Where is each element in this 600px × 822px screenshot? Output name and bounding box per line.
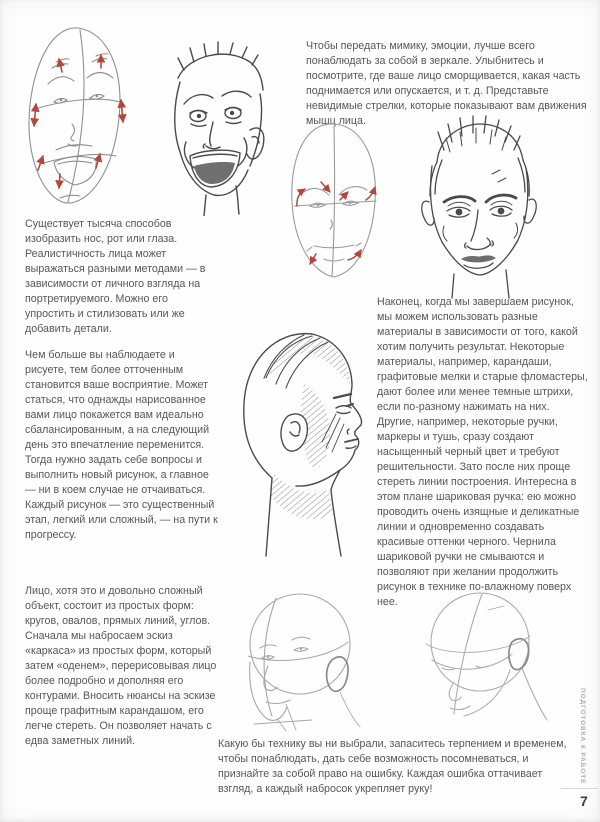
paragraph-finally-materials: Наконец, когда мы завершаем рисунок, мы можем использовать разные материалы в зависимости от того, какой хотим получить результат. Некоторые материалы, например, карандаши, графитовые мелки и старые фломастеры, дают более или менее темные штрихи, если по-разному нажимать на них. Другие, например, некоторые ручки, маркеры и тушь, сразу создают насыщенный черный цвет и требуют решительности. Зато после них проще стереть линии построения. Интересна в этом плане шариковая ручка: ею можно проводить очень изящные и деликатные линии и одновременно создавать красивые оттенки черного. Чернила шариковой ручки не смываются и позволяют при желании продолжить рисунок в технике по-влажному поверх нее. xyxy=(377,296,588,608)
three-quarter-head-sketch-illustration xyxy=(220,586,370,732)
face-sketch-red-arrows-icon xyxy=(12,12,142,217)
folio-divider-line xyxy=(561,788,598,789)
tilted-down-head-sketch-illustration xyxy=(392,588,560,730)
paragraph-thousand-ways: Существует тысяча способов изобразить нос, рот или глаза. Реалистичность лица может выражаться разными методами — в зависимости от личного взгляда на портретируемого. Можно его упростить и стилизовать или же добавить детали. xyxy=(25,218,206,335)
profile-head-icon xyxy=(228,326,376,563)
left-text-column xyxy=(25,217,219,554)
laughing-face-construction-sketch-illustration xyxy=(12,12,142,217)
paragraph-face-simple-forms: Лицо, хотя это и довольно сложный объект, состоит из простых форм: кругов, овалов, прямых линий, углов. Сначала мы набросаем эскиз «каркаса» из простых форм, который затем «оденем», перерисовывая лицо более подробно и дополняя его контурами. Вносить нюансы на эскизе проще графитным карандашом, его легче стереть. Он позволяет начать с едва заметных линий. xyxy=(25,585,217,747)
serious-frontal-face-illustration xyxy=(392,110,567,302)
frontal-face-icon xyxy=(392,110,567,302)
chapter-label-vertical: ПОДГОТОВКА К РАБОТЕ xyxy=(579,688,586,785)
frowning-face-construction-sketch-illustration xyxy=(278,116,390,293)
frowning-face-red-arrows-icon xyxy=(278,116,390,293)
construction-head-down-icon xyxy=(392,588,560,730)
paragraph-whatever-technique: Какую бы технику вы ни выбрали, запаситесь терпением и временем, чтобы понаблюдать, дать себе возможность посомневаться, и признайте за собой право на ошибку. Каждая ошибка оттачивает взгляд, а каждый набросок укрепляет руку! xyxy=(218,738,567,795)
laughing-man-ink-drawing-illustration xyxy=(138,34,288,216)
laughing-man-icon xyxy=(138,34,288,216)
paragraph-mimic-mirror: Чтобы передать мимику, эмоции, лучше всего понаблюдать за собой в зеркале. Улыбнитесь и посмотрите, где ваше лицо сморщивается, какая часть поднимается или опускается, и т. д. Представьте невидимые стрелки, которые показывают вам движения мышц лица. xyxy=(306,40,587,127)
profile-head-illustration xyxy=(228,326,376,563)
construction-head-icon xyxy=(220,586,370,732)
page-number: 7 xyxy=(580,793,588,809)
paragraph-more-you-draw: Чем больше вы наблюдаете и рисуете, тем более отточенным становится ваше восприятие. Может статься, что однажды нарисованное вами лицо покажется вам идеально сбалансированным, а на следующий день это впечатление переменится. Тогда нужно задать себе вопросы и выполнить новый рисунок, а главное — ни в коем случае не отчаиваться. Каждый рисунок — это существенный этап, легкий или сложный, — на пути к прогрессу. xyxy=(25,349,218,541)
